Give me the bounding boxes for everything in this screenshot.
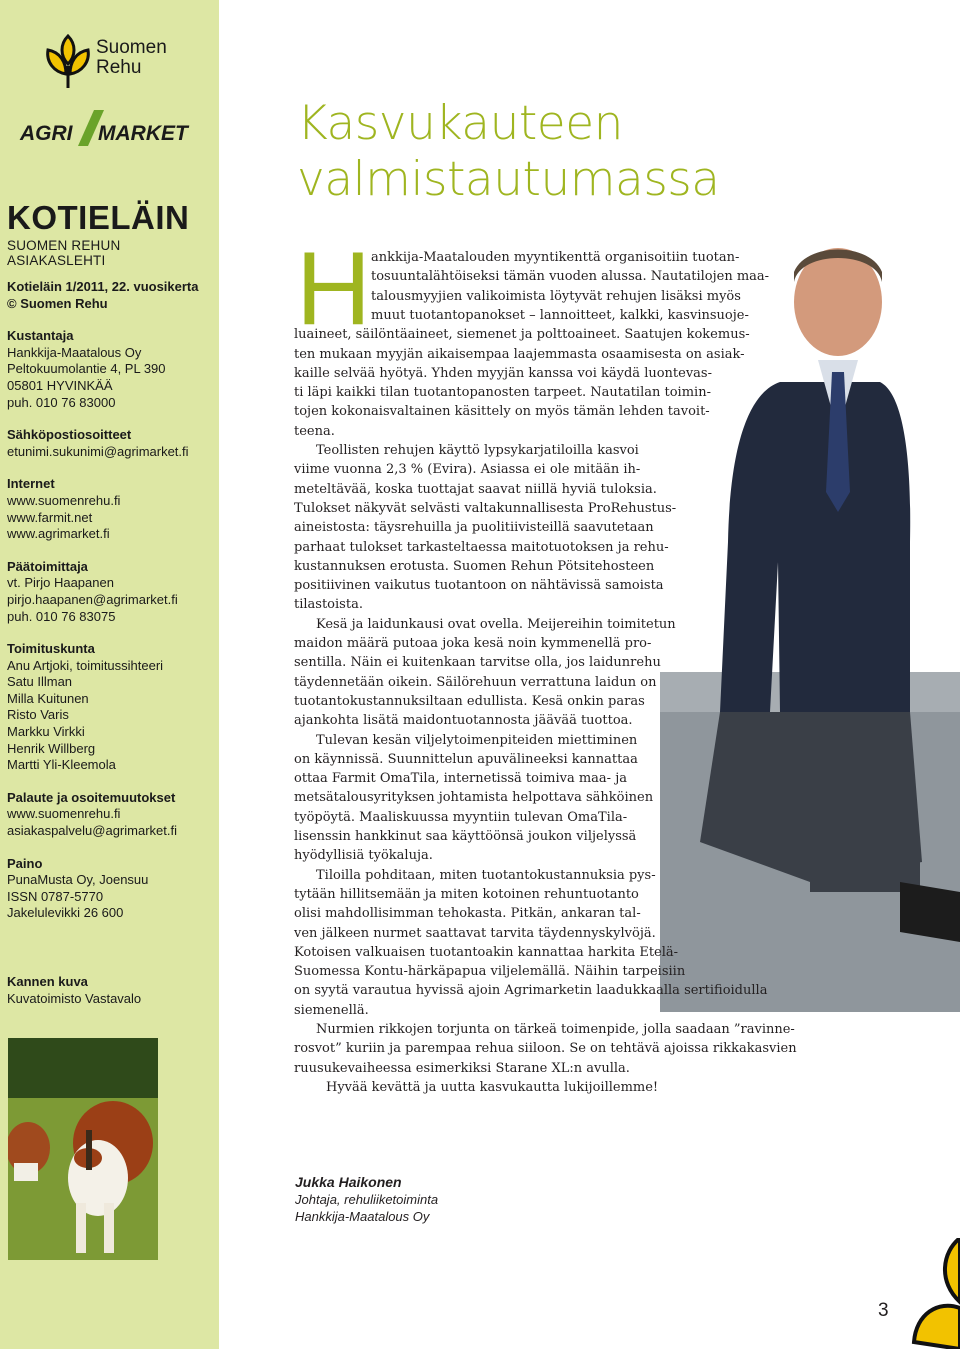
agrimarket-logo-agri: AGRI — [20, 122, 73, 145]
article-body-line: viime vuonna 2,3 % (Evira). Asiassa ei ole mitään ih- — [294, 462, 641, 478]
signature-organization: Hankkija-Maatalous Oy — [295, 1209, 430, 1224]
imprint-line: puh. 010 76 83075 — [7, 608, 116, 624]
article-body-line: ten mukaan myyjän aikaisempaa laajemmasta osaamisesta on asiak- — [294, 346, 745, 362]
imprint-line: www.suomenrehu.fi — [7, 806, 121, 822]
wheat-leaf-icon — [42, 30, 94, 92]
article-body-line: ven jälkeen nurmet saattavat tarvita täydennyskylvöjä. — [294, 925, 656, 941]
suomen-rehu-logo — [42, 30, 182, 92]
imprint-line: PunaMusta Oy, Joensuu — [7, 872, 149, 888]
imprint-line: Martti Yli-Kleemola — [7, 757, 116, 773]
imprint-heading: Kustantaja — [7, 328, 74, 344]
imprint-line: puh. 010 76 83000 — [7, 394, 116, 410]
article-body-line: hyödyllisiä työkaluja. — [294, 848, 433, 864]
imprint-line: etunimi.sukunimi@agrimarket.fi — [7, 443, 189, 459]
article-body-line: tilastoista. — [294, 597, 363, 613]
article-body-line: ankkija-Maatalouden myyntikenttä organisoitiin tuotan- — [371, 250, 740, 265]
article-body-line: sentilla. Näin ei kuitenkaan tarvitse olla, jos laidunrehu — [294, 655, 661, 671]
article-body-line: täydennetään oikein. Säilörehuun verrattuna laidun on — [294, 674, 657, 690]
cover-image-cow — [8, 1038, 158, 1260]
signature-name: Jukka Haikonen — [295, 1174, 402, 1190]
imprint-line: Hankkija-Maatalous Oy — [7, 344, 142, 360]
article-body-line: Tulevan kesän viljelytoimenpiteiden miettiminen — [316, 732, 638, 748]
imprint-block — [7, 328, 215, 411]
article-body-line: maidon määrä putoaa joka kesä noin kymmenellä pro- — [294, 636, 652, 651]
cow-illustration — [8, 1038, 158, 1260]
imprint-line: asiakaspalvelu@agrimarket.fi — [7, 823, 177, 839]
suomen-rehu-wordmark: Suomen Rehu — [96, 37, 167, 78]
article-body-line: Hyvää kevättä ja uutta kasvukautta lukijoillemme! — [326, 1079, 659, 1095]
article-body-line: ottaa Farmit OmaTila, internetissä toimiva maa- ja — [294, 771, 627, 787]
article-body-line: Suomessa Kontu-härkäpapua viljelemällä. Näihin tarpeisiin — [294, 964, 686, 980]
article-body-line: Tulokset näkyvät selvästi valtakunnallisesta ProRehustus- — [294, 500, 677, 516]
article-body-line: olisi mahdollisimman tehokasta. Pitkän, ankaran tal- — [294, 906, 641, 922]
imprint-line: © Suomen Rehu — [7, 295, 108, 311]
article-body-line: tytään hillitsemään ja miten kotoinen rehuntuotanto — [294, 886, 639, 902]
article-body-line: metsätalousyrityksen johtamista helpottava sähköinen — [294, 790, 654, 806]
imprint-line: Milla Kuitunen — [7, 690, 89, 706]
imprint-line: Henrik Willberg — [7, 740, 96, 756]
imprint-line: 05801 HYVINKÄÄ — [7, 377, 113, 393]
article-body-line: tuotantokustannuksiltaan edullista. Kesä onkin paras — [294, 693, 645, 709]
imprint-block — [7, 559, 215, 625]
imprint-line: Kuvatoimisto Vastavalo — [7, 990, 142, 1006]
imprint-block — [7, 974, 215, 1007]
imprint-line: www.suomenrehu.fi — [7, 492, 121, 508]
article-body-line: positiivinen vaikutus tuotantoon on nähtävissä samoista — [294, 578, 664, 594]
article-body-line: kaille selvää hyötyä. Yhden myyjän kanssa voi käydä luontevas- — [294, 365, 712, 381]
imprint-heading: Internet — [7, 476, 55, 492]
drop-cap: H — [296, 231, 372, 347]
imprint-block — [7, 856, 215, 922]
imprint-line: Jakelulevikki 26 600 — [7, 905, 124, 921]
article-body-line: luaineet, säilöntäaineet, siemenet ja polttoaineet. Saatujen kokemus- — [294, 327, 750, 343]
imprint-block — [7, 279, 215, 312]
article-body-line: meteltävää, koska tuottajat saavat niillä hyviä tuloksia. — [294, 481, 657, 497]
imprint-heading: Kotieläin 1/2011, 22. vuosikerta — [7, 279, 199, 294]
imprint-block — [7, 790, 215, 840]
signature-block — [295, 1174, 438, 1225]
agrimarket-logo — [20, 108, 205, 152]
article-body-line: Kesä ja laidunkausi ovat ovella. Meijereihin toimitetun — [316, 616, 676, 632]
imprint-line: Risto Varis — [7, 707, 69, 723]
article-body-line: siemenellä. — [294, 1002, 369, 1018]
imprint-line: Anu Artjoki, toimitussihteeri — [7, 657, 164, 673]
article-body-line: lisenssin hankkinut saa käyttöönsä joukon viljelyssä — [294, 829, 637, 844]
imprint-heading: Sähköpostiosoitteet — [7, 427, 132, 443]
imprint-line: ISSN 0787-5770 — [7, 888, 104, 904]
article-body-line: työpöytä. Maaliskuussa myyntiin tulevan OmaTila- — [294, 809, 628, 825]
article-title-line: Kasvukauteen — [297, 96, 623, 151]
imprint-heading: Toimituskunta — [7, 641, 95, 657]
article-body-line: ruusukevaiheessa esimerkiksi Starane XL:n avulla. — [294, 1060, 630, 1076]
article-body-line: muut tuotantopanokset – lannoitteet, kalkki, kasvinsuoje- — [371, 307, 749, 323]
imprint-line: www.farmit.net — [7, 509, 93, 525]
imprint-line: Peltokuumolantie 4, PL 390 — [7, 361, 166, 377]
article-body-line: talousmyyjien valikoimista löytyvät rehujen lisäksi myös — [371, 288, 741, 304]
article-body-line: tojen kokonaisvaltainen käsittely on myös tämän lehden tavoit- — [294, 404, 710, 420]
article-title-line: valmistautumassa — [297, 152, 720, 207]
article-body-line: on syytä varautua hyvissä ajoin Agrimarketin laadukkaalla sertifioidulla — [294, 983, 768, 999]
page-number: 3 — [878, 1300, 889, 1321]
imprint-heading: Päätoimittaja — [7, 558, 88, 574]
magazine-subtitle: SUOMEN REHUN ASIAKASLEHTI — [7, 238, 121, 268]
article-body-line: ajankohta lisätä maidontuotannosta jäävää tuottoa. — [294, 713, 633, 729]
imprint-block — [7, 427, 215, 460]
imprint-line: Markku Virkki — [7, 724, 85, 740]
article-body-line: Tiloilla pohditaan, miten tuotantokustannuksia pys- — [316, 867, 656, 883]
article-body-line: on käynnissä. Suunnittelun apuvälineeksi kannattaa — [294, 751, 638, 767]
decorative-leaf-icon — [898, 1238, 960, 1349]
magazine-title: KOTIELÄIN — [7, 199, 190, 236]
article-body-line: parhaat tulokset tarkasteltaessa maitotuotoksen ja rehu- — [294, 539, 669, 555]
article-body-line: tosuuntalähtöiseksi tämän vuoden alussa. Nautatilojen maa- — [371, 269, 770, 285]
sidebar-panel — [0, 0, 219, 1349]
imprint-heading: Palaute ja osoitemuutokset — [7, 789, 176, 805]
article-body-line: Teollisten rehujen käyttö lypsykarjatiloilla kasvoi — [316, 443, 639, 458]
imprint-heading: Paino — [7, 855, 43, 871]
article-body-line: aineistosta: täysrehuilla ja puolitiivisteillä saavutetaan — [294, 520, 654, 536]
signature-role: Johtaja, rehuliiketoiminta — [295, 1192, 439, 1207]
article-title — [297, 96, 720, 208]
imprint-block — [7, 641, 215, 774]
imprint-line: pirjo.haapanen@agrimarket.fi — [7, 591, 178, 607]
article-body-line: teena. — [294, 423, 335, 439]
article-body-line: ti läpi kaikki tilan tuotantopanosten tarpeet. Nautatilan toimin- — [294, 385, 711, 401]
article-body-line: kustannuksen erotusta. Suomen Rehun Pötsitehosteen — [294, 558, 655, 574]
imprint-line: www.agrimarket.fi — [7, 526, 110, 542]
article-body-line: Nurmien rikkojen torjunta on tärkeä toimenpide, jolla saadaan ”ravinne- — [316, 1022, 795, 1037]
imprint-line: vt. Pirjo Haapanen — [7, 575, 114, 591]
imprint-heading: Kannen kuva — [7, 974, 88, 989]
article-body-line: Kotoisen valkuaisen tuotantoakin kannattaa harkita Etelä- — [294, 944, 679, 960]
imprint-info — [7, 279, 215, 1023]
article-body-line: rosvot” kuriin ja parempaa rehua siiloon. Se on tehtävä ajoissa rikkakasvien — [294, 1041, 797, 1057]
imprint-block — [7, 476, 215, 542]
imprint-line: Satu Illman — [7, 674, 73, 690]
agrimarket-logo-market: MARKET — [98, 122, 188, 145]
